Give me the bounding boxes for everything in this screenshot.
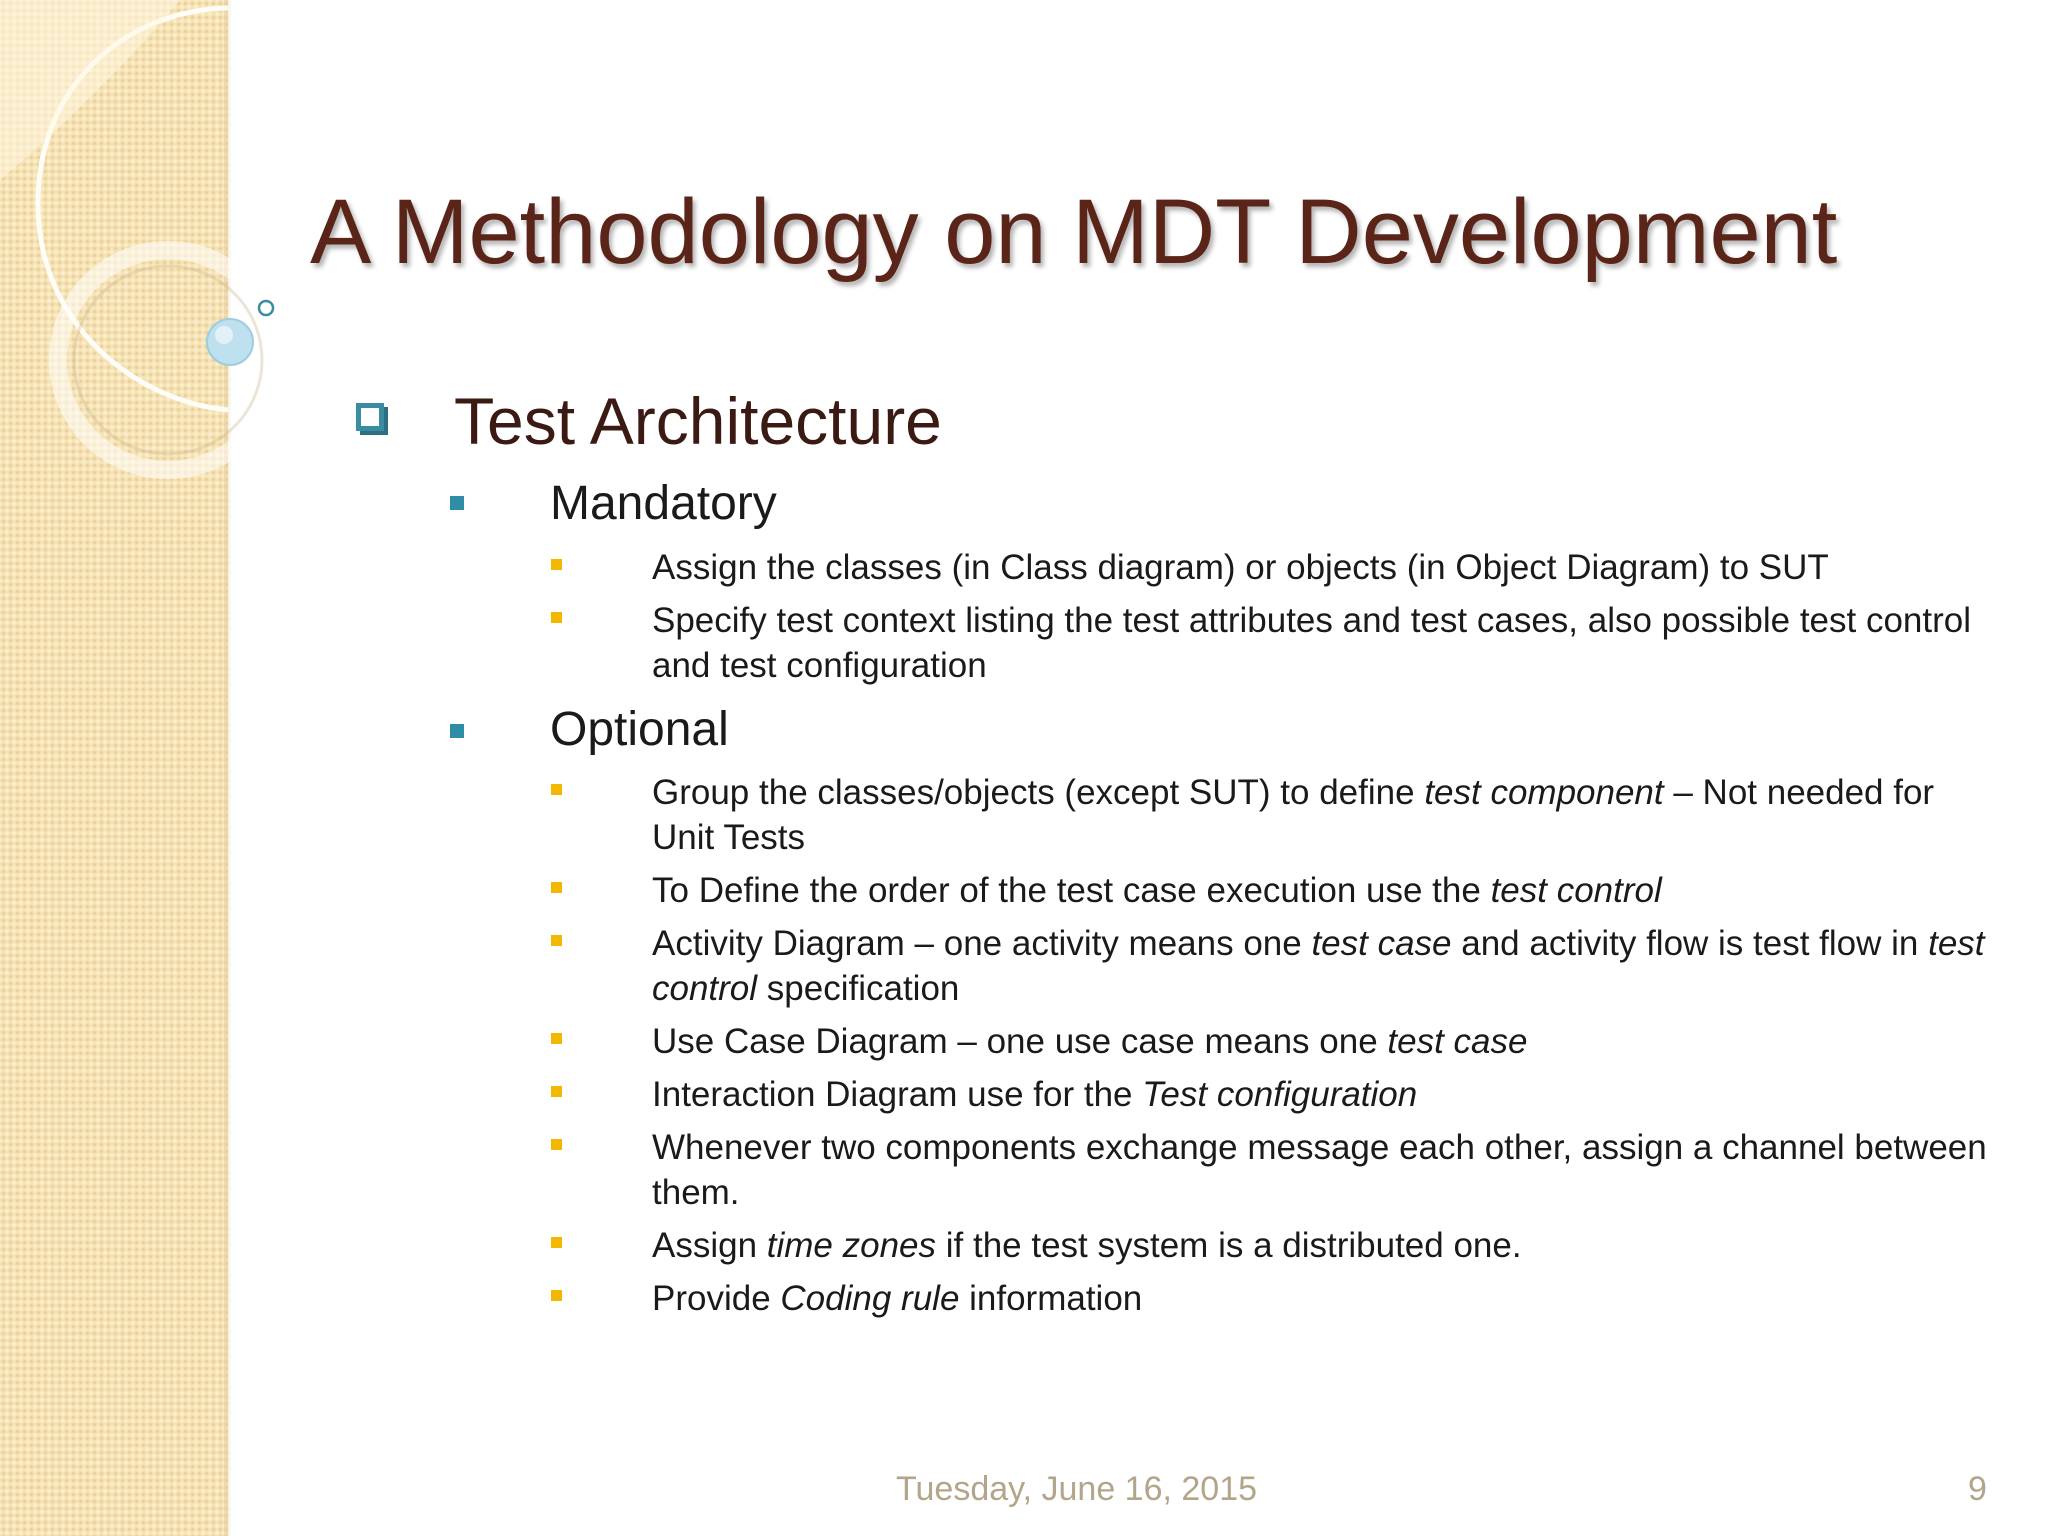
footer-date: Tuesday, June 16, 2015	[896, 1470, 1258, 1508]
corner-shade	[0, 0, 180, 180]
yellow-square-bullet-icon	[551, 1237, 562, 1248]
list-item-text: Interaction Diagram use for the Test configuration	[652, 1075, 1418, 1114]
page-number: 9	[1968, 1470, 1987, 1508]
yellow-square-bullet-icon	[551, 1290, 562, 1301]
list-item-text: Assign time zones if the test system is a distributed one.	[652, 1226, 1522, 1265]
list-item-text: Activity Diagram – one activity means one test case and activity flow is test flow in test control specification	[652, 924, 1985, 1008]
group-heading: Mandatory	[550, 477, 777, 530]
yellow-square-bullet-icon	[551, 559, 562, 570]
yellow-square-bullet-icon	[551, 612, 562, 623]
list-item-text: Whenever two components exchange message each other, assign a channel between them.	[652, 1128, 1987, 1212]
list-item-text: Assign the classes (in Class diagram) or objects (in Object Diagram) to SUT	[652, 548, 1829, 587]
yellow-square-bullet-icon	[551, 784, 562, 795]
yellow-square-bullet-icon	[551, 1139, 562, 1150]
decorative-circles	[0, 0, 300, 520]
yellow-square-bullet-icon	[551, 935, 562, 946]
group-heading: Optional	[550, 703, 729, 756]
teal-square-bullet-icon	[450, 724, 464, 738]
bubble-small	[259, 301, 273, 315]
teal-square-bullet-icon	[450, 496, 464, 510]
list-item-text: Specify test context listing the test attributes and test cases, also possible test control and test configuration	[652, 601, 1972, 685]
bubble-highlight	[215, 326, 233, 344]
hollow-square-bullet-icon	[356, 403, 384, 431]
list-item-text: Group the classes/objects (except SUT) to define test component – Not needed for Unit Tests	[652, 773, 1935, 857]
yellow-square-bullet-icon	[551, 1033, 562, 1044]
list-item-text: Use Case Diagram – one use case means one test case	[652, 1022, 1528, 1061]
section-heading: Test Architecture	[454, 384, 942, 458]
slide-title: A Methodology on MDT Development	[310, 181, 1838, 283]
yellow-square-bullet-icon	[551, 1086, 562, 1097]
list-item-text: To Define the order of the test case execution use the test control	[652, 871, 1662, 910]
bubble-large	[207, 319, 253, 365]
yellow-square-bullet-icon	[551, 882, 562, 893]
list-item-text: Provide Coding rule information	[652, 1279, 1143, 1318]
